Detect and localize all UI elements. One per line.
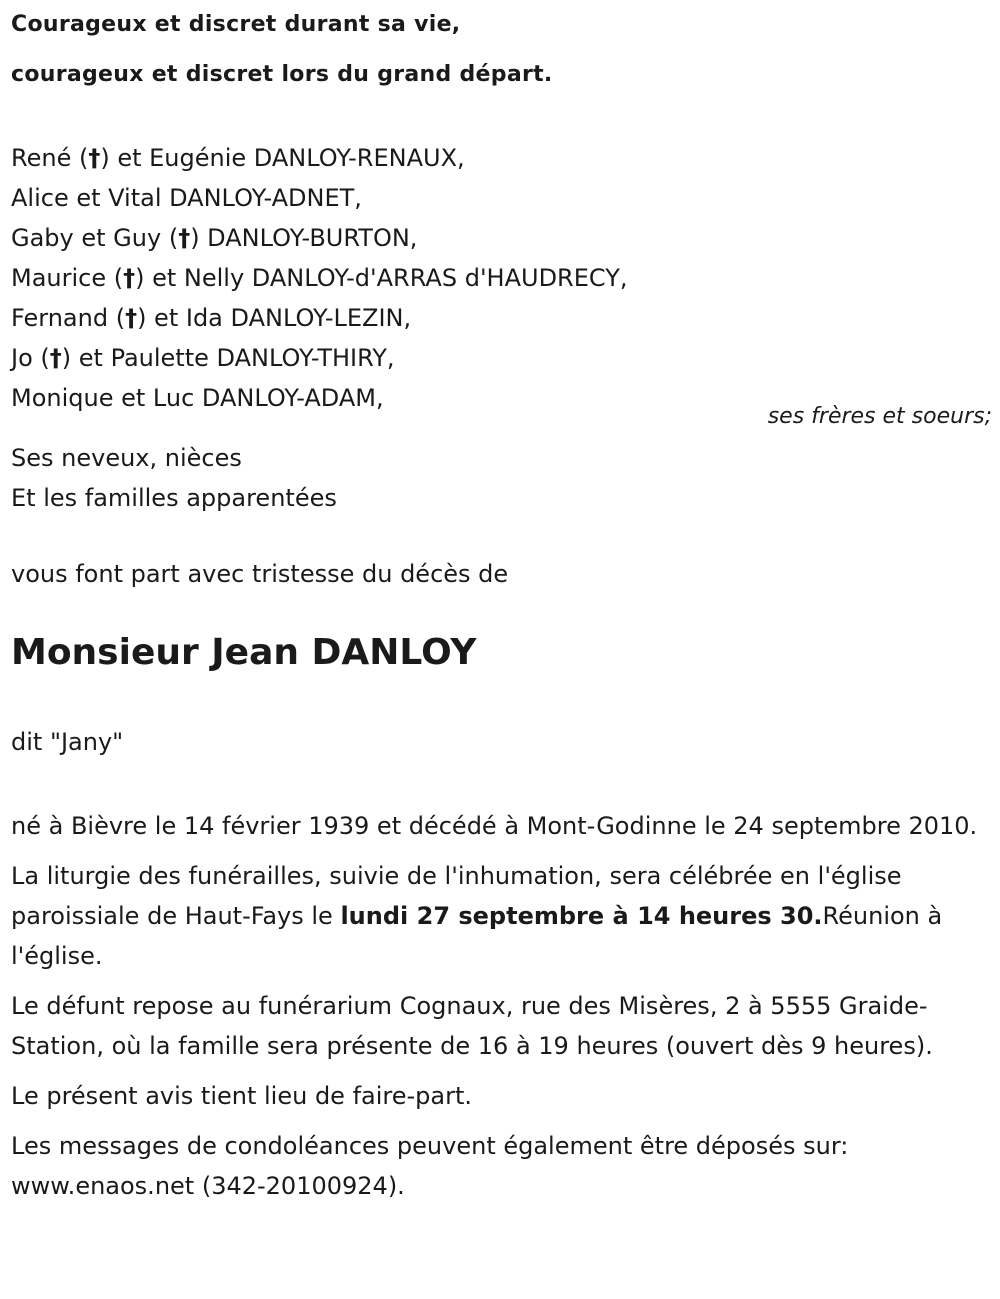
repose-info: Le défunt repose au funérarium Cognaux, rue des Misères, 2 à 5555 Graide-Station, où la famille sera présente de 16 à 19 heures (ouvert dès 9 heures). — [11, 992, 933, 1060]
family-line-maurice: Maurice (†) et Nelly DANLOY-d'ARRAS d'HAUDRECY, — [11, 264, 628, 292]
cross-icon: † — [178, 224, 191, 252]
siblings-role-label: ses frères et soeurs; — [767, 404, 992, 429]
cross-icon: † — [125, 304, 138, 332]
funeral-date: lundi 27 septembre à 14 heures 30. — [340, 902, 823, 930]
cross-icon: † — [123, 264, 136, 292]
other-relatives — [11, 438, 337, 518]
family-line-rene: René (†) et Eugénie DANLOY-RENAUX, — [11, 144, 465, 172]
notice-statement: Le présent avis tient lieu de faire-part. — [11, 1082, 473, 1110]
cross-icon: † — [88, 144, 101, 172]
cross-icon: † — [49, 344, 62, 372]
family-line-gaby: Gaby et Guy (†) DANLOY-BURTON, — [11, 224, 418, 252]
announcement-text: vous font part avec tristesse du décès de — [11, 560, 509, 588]
family-line-jo: Jo (†) et Paulette DANLOY-THIRY, — [11, 344, 395, 372]
funeral-info: La liturgie des funérailles, suivie de l'inhumation, sera célébrée en l'église paroissiale de Haut-Fays le lundi 27 septembre à 14 heures 30.Réunion à l'église. — [11, 862, 943, 970]
related-families: Et les familles apparentées — [11, 484, 337, 512]
family-line-monique: Monique et Luc DANLOY-ADAM, — [11, 384, 384, 412]
deceased-nickname: dit "Jany" — [11, 728, 124, 756]
family-line-fernand: Fernand (†) et Ida DANLOY-LEZIN, — [11, 304, 412, 332]
condolences-info: Les messages de condoléances peuvent également être déposés sur: www.enaos.net (342-20100924). — [11, 1132, 849, 1200]
family-line-alice: Alice et Vital DANLOY-ADNET, — [11, 184, 362, 212]
epigraph-line-1: Courageux et discret durant sa vie, — [11, 12, 461, 37]
family-list — [11, 138, 628, 418]
nephews-nieces: Ses neveux, nièces — [11, 444, 242, 472]
deceased-name: Monsieur Jean DANLOY — [11, 632, 477, 673]
epigraph-line-2: courageux et discret lors du grand départ. — [11, 62, 553, 87]
birth-death-info: né à Bièvre le 14 février 1939 et décédé à Mont-Godinne le 24 septembre 2010. — [11, 812, 978, 840]
notice-details — [11, 806, 991, 1216]
